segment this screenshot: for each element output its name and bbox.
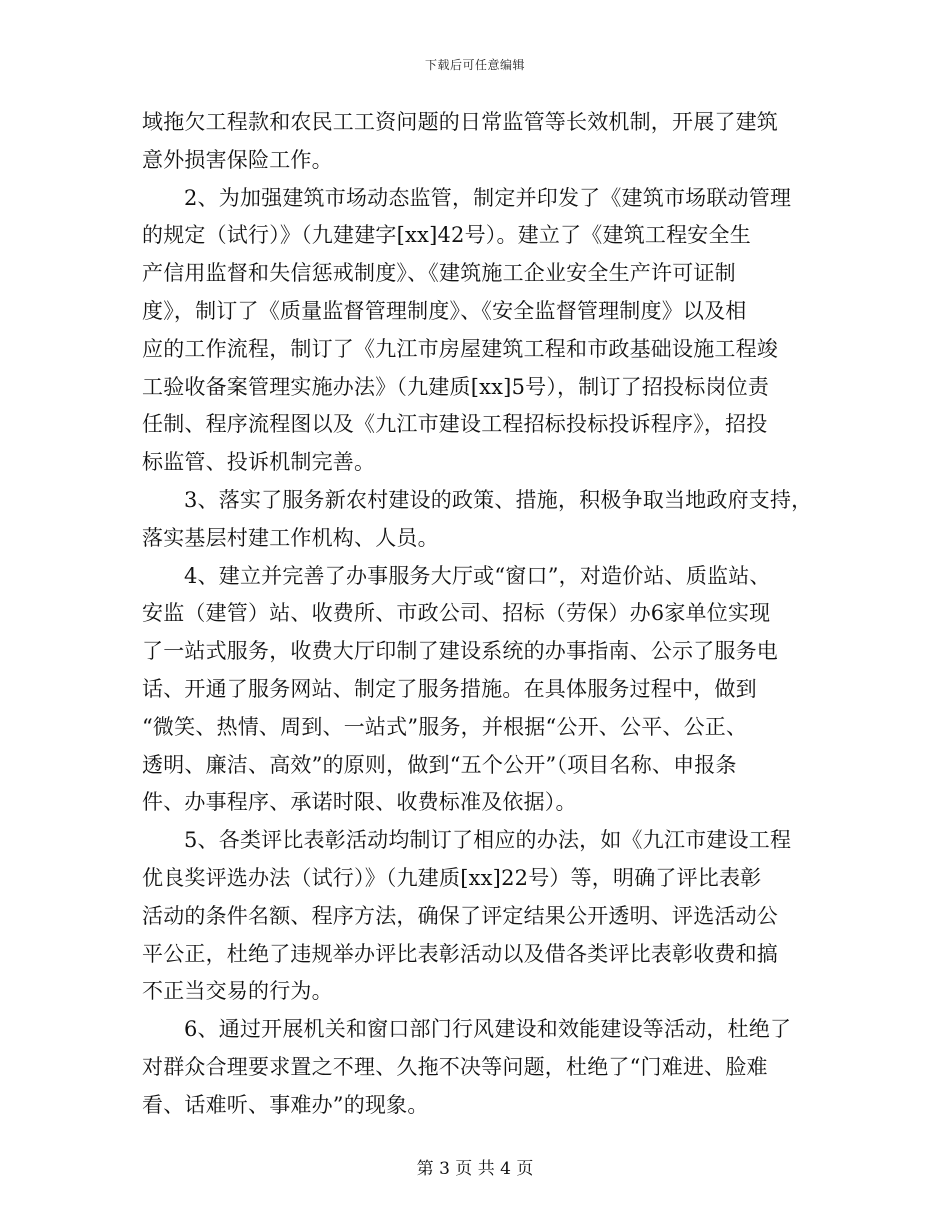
text-line: 活动的条件名额、程序方法，确保了评定结果公开透明、评选活动公 bbox=[142, 903, 778, 928]
text-line: 2、为加强建筑市场动态监管，制定并印发了《建筑市场联动管理 bbox=[184, 185, 792, 210]
text-line: “微笑、热情、周到、一站式”服务，并根据“公开、公平、公正、 bbox=[142, 714, 748, 739]
text-line: 应的工作流程，制订了《九江市房屋建筑工程和市政基础设施工程竣 bbox=[142, 336, 778, 361]
text-line: 的规定（试行）》（九建建字[xx]42号）。建立了《建筑工程安全生 bbox=[142, 223, 751, 248]
text-line: 域拖欠工程款和农民工工资问题的日常监管等长效机制，开展了建筑 bbox=[142, 110, 778, 134]
text-line: 透明、廉洁、高效”的原则，做到“五个公开”（项目名称、申报条 bbox=[142, 752, 737, 777]
text-line: 了一站式服务，收费大厅印制了建设系统的办事指南、公示了服务电 bbox=[142, 639, 778, 664]
text-line: 度》，制订了《质量监督管理制度》、《安全监督管理制度》以及相 bbox=[142, 298, 747, 323]
text-line: 对群众合理要求置之不理、久拖不决等问题，杜绝了“门难进、脸难 bbox=[142, 1054, 768, 1079]
text-line: 话、开通了服务网站、制定了服务措施。在具体服务过程中，做到 bbox=[142, 676, 757, 701]
text-line: 件、办事程序、承诺时限、收费标准及依据）。 bbox=[142, 790, 577, 815]
text-line: 6、通过开展机关和窗口部门行风建设和效能建设等活动，杜绝了 bbox=[184, 1017, 792, 1042]
text-line: 3、落实了服务新农村建设的政策、措施，积极争取当地政府支持， bbox=[184, 487, 813, 512]
text-line: 工验收备案管理实施办法》（九建质[xx]5号），制订了招投标岗位责 bbox=[142, 374, 770, 399]
text-line: 5、各类评比表彰活动均制订了相应的办法，如《九江市建设工程 bbox=[184, 828, 792, 853]
text-line: 优良奖评选办法（试行）》（九建质[xx]22号）等，明确了评比表彰 bbox=[142, 865, 762, 890]
text-line: 落实基层村建工作机构、人员。 bbox=[142, 525, 439, 550]
page-footer: 第 3 页 共 4 页 bbox=[416, 1159, 534, 1179]
text-line: 4、建立并完善了办事服务大厅或“窗口”，对造价站、质监站、 bbox=[184, 563, 771, 588]
document-body bbox=[142, 104, 832, 1125]
text-line: 任制、程序流程图以及《九江市建设工程招标投标投诉程序》，招投 bbox=[142, 412, 768, 437]
text-line: 标监管、投诉机制完善。 bbox=[142, 450, 376, 475]
text-line: 不正当交易的行为。 bbox=[142, 979, 333, 1004]
text-line: 看、话难听、事难办”的现象。 bbox=[142, 1092, 429, 1117]
text-line: 产信用监督和失信惩戒制度》、《建筑施工企业安全生产许可证制 bbox=[142, 261, 736, 286]
text-line: 意外损害保险工作。 bbox=[142, 147, 333, 172]
text-line: 安监（建管）站、收费所、市政公司、招标（劳保）办6家单位实现 bbox=[142, 601, 771, 626]
text-line: 平公正，杜绝了违规举办评比表彰活动以及借各类评比表彰收费和搞 bbox=[142, 941, 778, 966]
page-header: 下载后可任意编辑 bbox=[424, 58, 525, 72]
